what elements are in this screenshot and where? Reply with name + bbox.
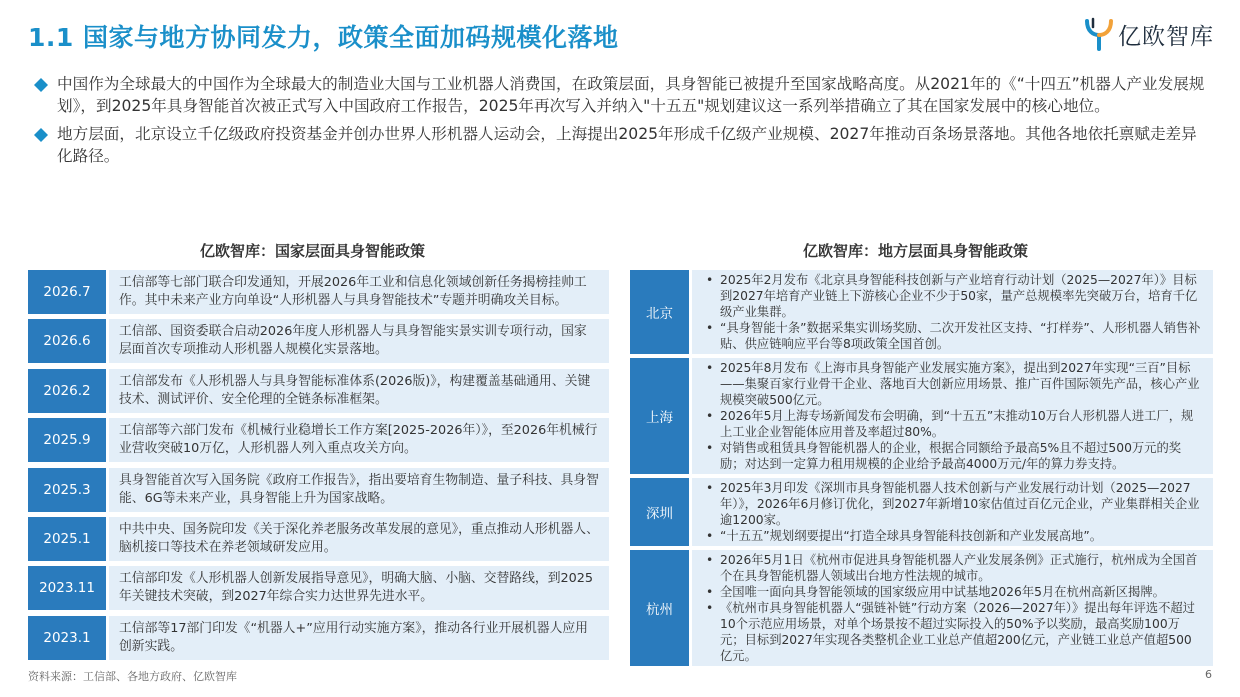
policy-description: 具身智能首次写入国务院《政府工作报告》，指出要培育生物制造、量子科技、具身智能、6G等未来产业，具身智能上升为国家战略。 [109,468,609,512]
page-number: 6 [1205,668,1212,681]
local-policy-table [630,270,1213,670]
city-label: 深圳 [630,478,689,546]
policy-description: 工信部、国资委联合启动2026年度人形机器人与具身智能实景实训专项行动，国家层面首次专项推动人形机器人规模化实景落地。 [109,319,609,363]
intro-bullets [34,73,1209,173]
local-policy-row-shenzhen [630,478,1213,546]
local-policy-row-shanghai [630,358,1213,474]
national-policy-row [28,369,609,413]
list-item: • 2026年5月1日《杭州市促进具身智能机器人产业发展条例》正式施行，杭州成为全国首个在具身智能机器人领域出台地方性法规的城市。 [704,552,1203,584]
national-policy-row [28,270,609,314]
city-policy-list [692,478,1213,546]
national-policy-row [28,566,609,610]
diamond-bullet-icon [34,78,48,92]
city-policy-list [692,550,1213,666]
policy-date: 2026.6 [28,319,106,363]
national-policy-table [28,270,609,665]
policy-description: 工信部发布《人形机器人与具身智能标准体系(2026版)》，构建覆盖基础通用、关键技术、测试评价、安全伦理的全链条标准框架。 [109,369,609,413]
policy-description: 工信部等七部门联合印发通知，开展2026年工业和信息化领域创新任务揭榜挂帅工作。其中未来产业方向单设“人形机器人与具身智能技术”专题并明确攻关目标。 [109,270,609,314]
national-policy-title: 亿欧智库：国家层面具身智能政策 [200,242,426,260]
list-item: • “具身智能十条”数据采集实训场奖励、二次开发社区支持、“打样券”、人形机器人销售补贴、供应链响应平台等8项政策全国首创。 [704,320,1203,352]
city-policy-list [692,358,1213,474]
policy-description: 中共中央、国务院印发《关于深化养老服务改革发展的意见》，重点推动人形机器人、脑机接口等技术在养老领域研发应用。 [109,517,609,561]
list-item: • 2026年5月上海专场新闻发布会明确，到“十五五”末推动10万台人形机器人进工厂，规上工业企业智能体应用普及率超过80%。 [704,408,1203,440]
policy-description: 工信部印发《人形机器人创新发展指导意见》，明确大脑、小脑、交替路线，到2025年关键技术突破，到2027年综合实力达世界先进水平。 [109,566,609,610]
national-policy-row [28,517,609,561]
local-policy-title: 亿欧智库：地方层面具身智能政策 [803,242,1029,260]
list-item: • 全国唯一面向具身智能领域的国家级应用中试基地2026年5月在杭州高新区揭牌。 [704,584,1203,600]
policy-date: 2026.7 [28,270,106,314]
policy-date: 2023.11 [28,566,106,610]
city-label: 上海 [630,358,689,474]
source-note: 资料来源：工信部、各地方政府、亿欧智库 [28,670,237,683]
national-policy-row [28,468,609,512]
list-item: • 2025年3月印发《深圳市具身智能机器人技术创新与产业发展行动计划（2025—2027年）》，2026年6月修订优化，到2027年新增10家估值过百亿元企业，产业集群相关企业逾1200家。 [704,480,1203,528]
list-item: • 《杭州市具身智能机器人“强链补链”行动方案（2026—2027年）》提出每年评选不超过10个示范应用场景，对单个场景按不超过实际投入的50%予以奖励，最高奖励100万元；目标到2027年实现各类整机企业工业总产值超200亿元，产业链工业总产值超500亿元。 [704,600,1203,664]
policy-date: 2026.2 [28,369,106,413]
city-label: 北京 [630,270,689,354]
city-policy-list [692,270,1213,354]
list-item: • 2025年2月发布《北京具身智能科技创新与产业培育行动计划（2025—2027年）》目标到2027年培育产业链上下游核心企业不少于50家，量产总规模率先突破万台，培育千亿级产业集群。 [704,272,1203,320]
policy-date: 2025.1 [28,517,106,561]
policy-date: 2023.1 [28,616,106,660]
policy-description: 工信部等17部门印发《“机器人+”应用行动实施方案》，推动各行业开展机器人应用创新实践。 [109,616,609,660]
national-policy-row [28,418,609,462]
policy-date: 2025.9 [28,418,106,462]
intro-bullet [34,73,1209,117]
intro-bullet [34,123,1209,167]
logo-mark-icon [1085,17,1113,51]
logo [1085,17,1214,51]
list-item: • 2025年8月发布《上海市具身智能产业发展实施方案》，提出到2027年实现“三百”目标——集聚百家行业骨干企业、落地百大创新应用场景、推广百件国际领先产品，核心产业规模突破500亿元。 [704,360,1203,408]
policy-description: 工信部等六部门发布《机械行业稳增长工作方案[2025-2026年）》，至2026年机械行业营收突破10万亿，人形机器人列入重点攻关方向。 [109,418,609,462]
diamond-bullet-icon [34,128,48,142]
national-policy-row [28,616,609,660]
local-policy-row-hangzhou [630,550,1213,666]
page-title: 1.1 国家与地方协同发力，政策全面加码规模化落地 [28,23,619,52]
policy-date: 2025.3 [28,468,106,512]
intro-bullet-text: 中国作为全球最大的中国作为全球最大的制造业大国与工业机器人消费国，在政策层面，具身智能已被提升至国家战略高度。从2021年的《“十四五”机器人产业发展规划》，到2025年具身智能首次被正式写入中国政府工作报告，2025年再次写入并纳入"十五五"规划建议这一系列举措确立了其在国家发展中的核心地位。 [57,75,1205,115]
list-item: • 对销售或租赁具身智能机器人的企业，根据合同额给予最高5%且不超过500万元的奖励；对达到一定算力租用规模的企业给予最高4000万元/年的算力券支持。 [704,440,1203,472]
logo-text: 亿欧智库 [1118,23,1214,50]
intro-bullet-text: 地方层面，北京设立千亿级政府投资基金并创办世界人形机器人运动会，上海提出2025年形成千亿级产业规模、2027年推动百条场景落地。其他各地依托禀赋走差异化路径。 [57,125,1197,165]
national-policy-row [28,319,609,363]
local-policy-row-beijing [630,270,1213,354]
list-item: • “十五五”规划纲要提出“打造全球具身智能科技创新和产业发展高地”。 [704,528,1203,544]
city-label: 杭州 [630,550,689,666]
